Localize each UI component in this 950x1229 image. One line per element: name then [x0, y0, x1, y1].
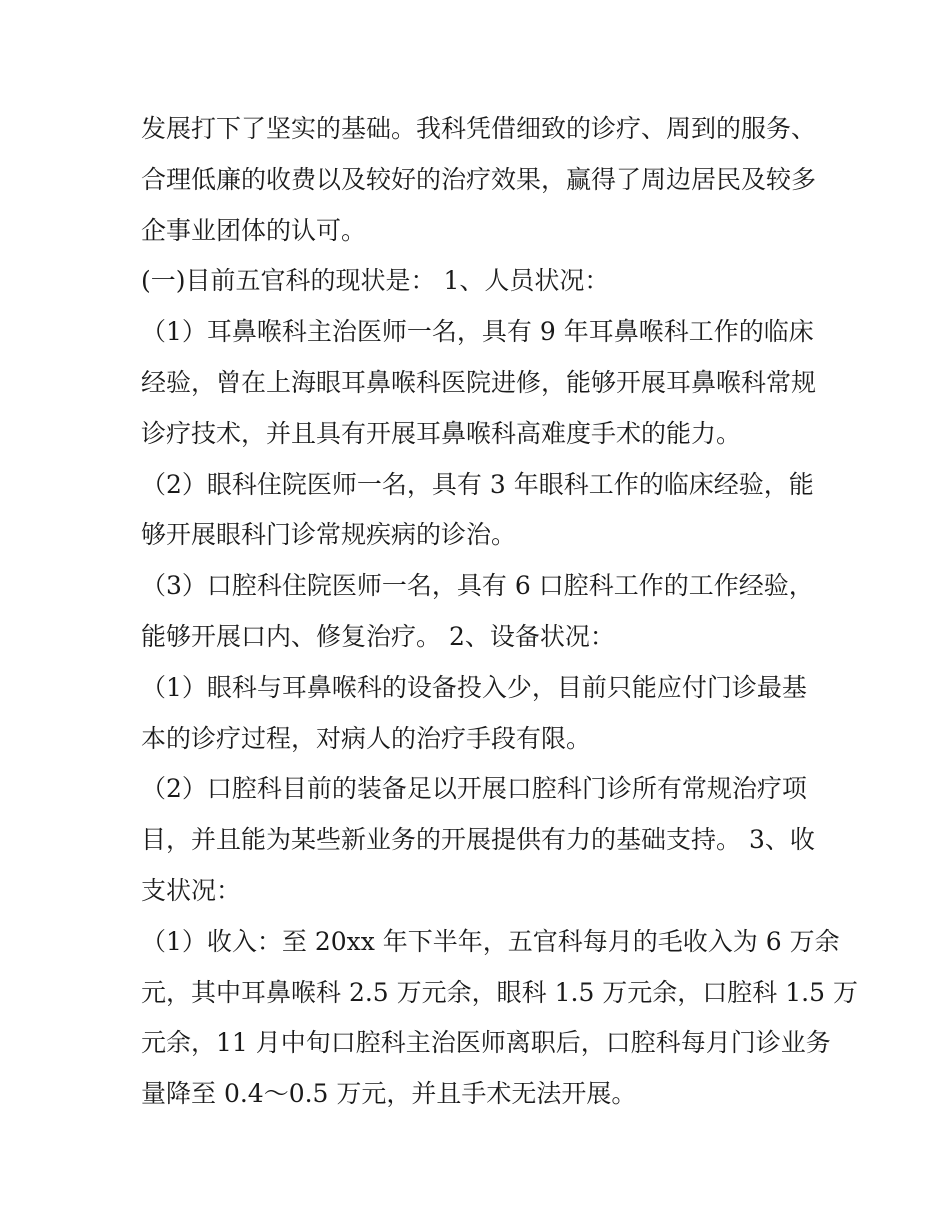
- text-line: 目，并且能为某些新业务的开展提供有力的基础支持。 3、收: [141, 825, 815, 855]
- text-line: 元余，11 月中旬口腔科主治医师离职后，口腔科每月门诊业务: [141, 1028, 831, 1058]
- text-line: 量降至 0.4～0.5 万元，并且手术无法开展。: [141, 1079, 637, 1109]
- text-line: （1）眼科与耳鼻喉科的设备投入少，目前只能应付门诊最基: [141, 672, 807, 702]
- text-line: 企事业团体的认可。: [141, 215, 367, 245]
- text-line: 本的诊疗过程，对病人的治疗手段有限。: [141, 723, 592, 753]
- text-line: （2）口腔科目前的装备足以开展口腔科门诊所有常规治疗项: [141, 774, 807, 804]
- text-line: 诊疗技术，并且具有开展耳鼻喉科高难度手术的能力。: [141, 418, 742, 448]
- text-line: 发展打下了坚实的基础。我科凭借细致的诊疗、周到的服务、: [141, 114, 817, 143]
- text-line: 经验，曾在上海眼耳鼻喉科医院进修，能够开展耳鼻喉科常规: [141, 367, 817, 397]
- section-heading: (一)目前五官科的现状是： 1、人员状况：: [141, 266, 610, 296]
- text-line: （3）口腔科住院医师一名，具有 6 口腔科工作的工作经验，: [141, 571, 814, 601]
- text-line: （1）耳鼻喉科主治医师一名，具有 9 年耳鼻喉科工作的临床: [141, 317, 814, 347]
- text-line: 够开展眼科门诊常规疾病的诊治。: [141, 520, 517, 550]
- text-line: （1）收入：至 20xx 年下半年，五官科每月的毛收入为 6 万余: [141, 926, 840, 956]
- text-line: 能够开展口内、修复治疗。 2、设备状况：: [141, 621, 615, 651]
- text-line: 合理低廉的收费以及较好的治疗效果，赢得了周边居民及较多: [141, 164, 817, 194]
- text-line: 元，其中耳鼻喉科 2.5 万元余，眼科 1.5 万元余，口腔科 1.5 万: [141, 977, 858, 1007]
- text-line: （2）眼科住院医师一名，具有 3 年眼科工作的临床经验，能: [141, 469, 814, 499]
- document-body: [141, 104, 858, 1120]
- text-line: 支状况：: [141, 875, 242, 905]
